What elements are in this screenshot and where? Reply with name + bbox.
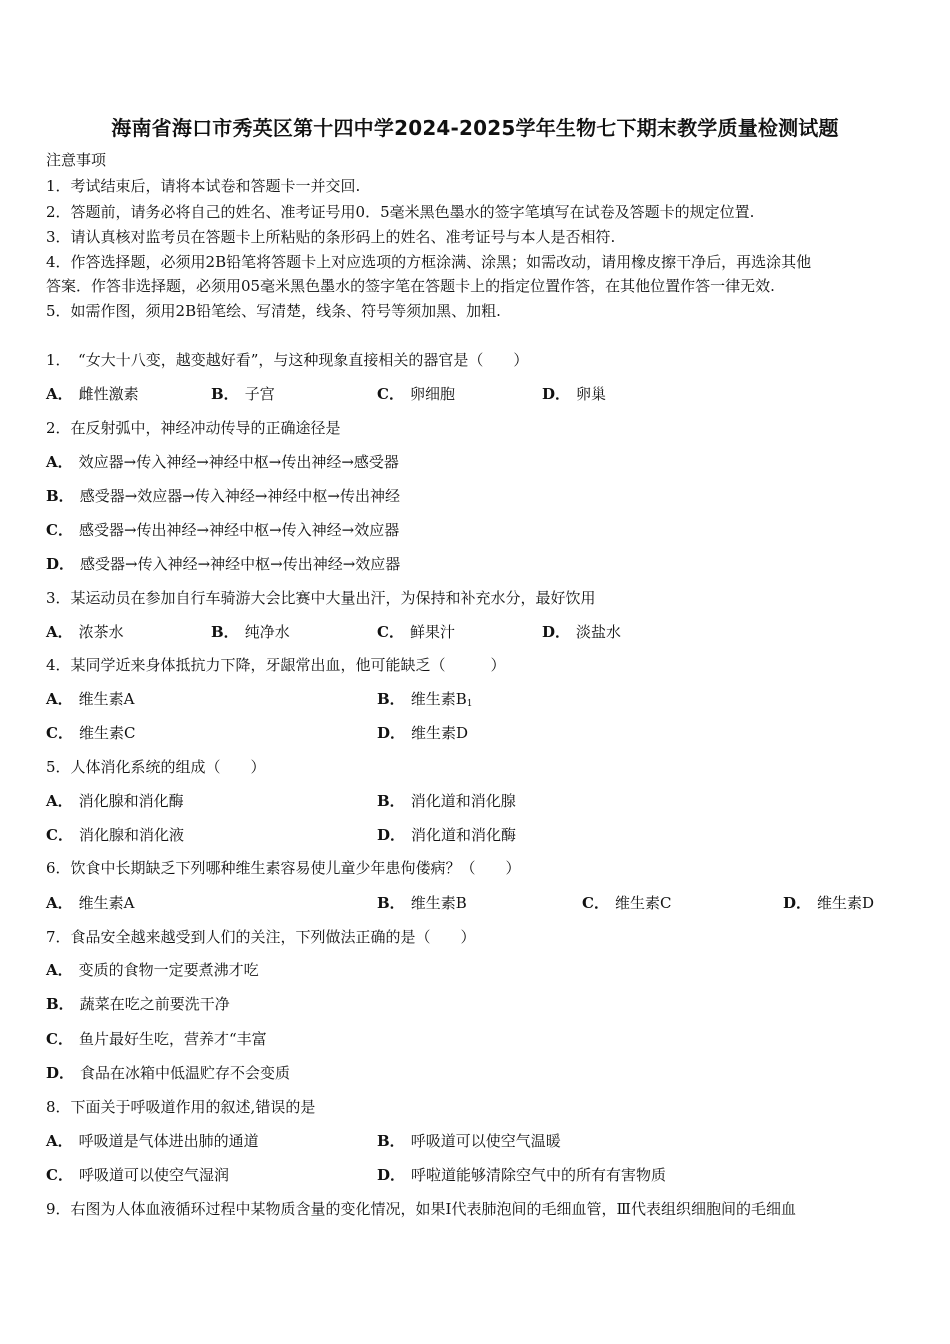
option-b: B． 维生素B <box>377 894 467 912</box>
question-9-stem: 9．右图为人体血液循环过程中某物质含量的变化情况，如果Ⅰ代表肺泡间的毛细血管，Ⅲ代表组织细胞间的毛细血 <box>46 1200 796 1218</box>
notice-item: 5．如需作图，须用2B铅笔绘、写清楚，线条、符号等须加黑、加粗. <box>46 302 501 320</box>
option-d: D． 感受器→传入神经→神经中枢→传出神经→效应器 <box>46 555 401 573</box>
option-a: A． 浓茶水 <box>46 623 124 641</box>
option-c: C． 鱼片最好生吃，营养才“丰富 <box>46 1030 267 1048</box>
option-c: C． 鲜果汁 <box>377 623 455 641</box>
question-8-stem: 8．下面关于呼吸道作用的叙述,错误的是 <box>46 1098 316 1116</box>
notice-item: 3．请认真核对监考员在答题卡上所粘贴的条形码上的姓名、准考证号与本人是否相符. <box>46 228 616 246</box>
question-5-stem: 5．人体消化系统的组成（ ） <box>46 758 266 776</box>
option-d: D． 维生素D <box>783 894 875 912</box>
option-a: A． 变质的食物一定要煮沸才吃 <box>46 961 259 979</box>
question-7-stem: 7．食品安全越来越受到人们的关注，下列做法正确的是（ ） <box>46 928 476 946</box>
option-c: C． 维生素C <box>582 894 672 912</box>
option-d: D． 消化道和消化酶 <box>377 826 517 844</box>
question-4-stem: 4．某同学近来身体抵抗力下降，牙龈常出血，他可能缺乏（ ） <box>46 656 506 674</box>
question-3-stem: 3．某运动员在参加自行车骑游大会比赛中大量出汗，为保持和补充水分，最好饮用 <box>46 589 596 607</box>
option-a: A． 维生素A <box>46 690 135 708</box>
option-b: B． 感受器→效应器→传入神经→神经中枢→传出神经 <box>46 487 400 505</box>
option-b: B． 子宫 <box>211 385 275 403</box>
option-d: D． 淡盐水 <box>542 623 622 641</box>
option-a: A． 消化腺和消化酶 <box>46 792 184 810</box>
option-d: D． 维生素D <box>377 724 469 742</box>
option-c: C． 呼吸道可以使空气湿润 <box>46 1166 229 1184</box>
option-a: A． 维生素A <box>46 894 135 912</box>
option-b: B． 消化道和消化腺 <box>377 792 516 810</box>
option-a: A． 效应器→传入神经→神经中枢→传出神经→感受器 <box>46 453 399 471</box>
question-1-stem: 1． “女大十八变，越变越好看”，与这种现象直接相关的器官是（ ） <box>46 351 529 369</box>
option-c: C． 卵细胞 <box>377 385 455 403</box>
notice-heading: 注意事项 <box>46 151 107 169</box>
option-c: C． 感受器→传出神经→神经中枢→传入神经→效应器 <box>46 521 400 539</box>
option-d: D． 呼啦道能够清除空气中的所有有害物质 <box>377 1166 667 1184</box>
notice-item: 1．考试结束后，请将本试卷和答题卡一并交回. <box>46 177 361 195</box>
option-a: A． 雌性激素 <box>46 385 139 403</box>
option-c: C． 消化腺和消化液 <box>46 826 184 844</box>
option-c: C． 维生素C <box>46 724 136 742</box>
option-b: B． 维生素$B_1$ <box>377 690 473 709</box>
page-title: 海南省海口市秀英区第十四中学2024-2025学年生物七下期末教学质量检测试题 <box>111 116 839 140</box>
option-a: A． 呼吸道是气体进出肺的通道 <box>46 1132 259 1150</box>
option-b: B． 纯净水 <box>211 623 290 641</box>
question-6-stem: 6．饮食中长期缺乏下列哪种维生素容易使儿童少年患佝偻病？（ ） <box>46 859 521 877</box>
option-d: D． 卵巢 <box>542 385 607 403</box>
option-b: B． 呼吸道可以使空气温暖 <box>377 1132 561 1150</box>
option-d: D． 食品在冰箱中低温贮存不会变质 <box>46 1064 291 1082</box>
question-2-stem: 2．在反射弧中，神经冲动传导的正确途径是 <box>46 419 341 437</box>
notice-item: 4．作答选择题，必须用2B铅笔将答题卡上对应选项的方框涂满、涂黑；如需改动，请用橡皮擦干净后，再选涂其他 <box>46 253 812 271</box>
notice-item: 2．答题前，请务必将自己的姓名、准考证号用0．5毫米黑色墨水的签字笔填写在试卷及答题卡的规定位置. <box>46 203 755 221</box>
option-b: B． 蔬菜在吃之前要洗干净 <box>46 995 230 1013</box>
notice-item: 答案．作答非选择题，必须用05毫米黑色墨水的签字笔在答题卡上的指定位置作答，在其他位置作答一律无效. <box>46 277 775 295</box>
